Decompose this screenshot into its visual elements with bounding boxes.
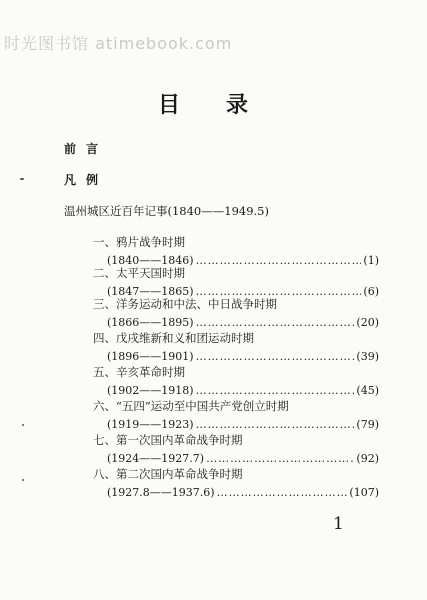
page-ref: (92): [356, 452, 379, 465]
page-title: 目录: [158, 92, 295, 118]
page-number: 1: [333, 514, 344, 534]
page-ref: (20): [356, 316, 379, 329]
dot-leader: [196, 254, 362, 267]
scan-speck: [20, 178, 24, 180]
watermark: 时光图书馆 atimebook.com: [4, 34, 233, 53]
dot-leader: [196, 350, 355, 363]
date-range: (1924——1927.7): [107, 452, 205, 465]
toc-entry-line: [107, 350, 379, 363]
dot-leader: [206, 452, 354, 465]
page-ref: (79): [356, 418, 379, 431]
toc-entry-line: [107, 486, 379, 499]
date-range: (1919——1923): [107, 418, 194, 431]
front-matter-preface: 前言: [64, 142, 109, 156]
page-ref: (45): [356, 384, 379, 397]
date-range: (1927.8——1937.6): [107, 486, 215, 499]
scan-speck: [22, 479, 24, 481]
toc-entry-title: 六、“五四”运动至中国共产党创立时期: [93, 399, 289, 413]
date-range: (1840——1846): [107, 254, 194, 267]
date-range: (1866——1895): [107, 316, 194, 329]
dot-leader: [217, 486, 348, 499]
front-matter-notes: 凡例: [64, 173, 109, 187]
date-range: (1902——1918): [107, 384, 194, 397]
toc-entry-line: [107, 316, 379, 329]
date-range: (1847——1865): [107, 285, 194, 298]
toc-entry-title: 五、辛亥革命时期: [93, 365, 185, 379]
dot-leader: [196, 384, 355, 397]
toc-entry-title: 一、鸦片战争时期: [93, 235, 185, 249]
page-ref: (107): [349, 486, 379, 499]
toc-entry-title: 四、戊戌维新和义和团运动时期: [93, 331, 254, 345]
toc-entry-line: [107, 384, 379, 397]
page-ref: (39): [356, 350, 379, 363]
page-ref: (6): [363, 285, 379, 298]
section-heading: 温州城区近百年记事(1840——1949.5): [64, 204, 269, 218]
scan-speck: [22, 424, 24, 426]
toc-entry-line: [107, 418, 379, 431]
dot-leader: [196, 418, 355, 431]
date-range: (1896——1901): [107, 350, 194, 363]
page-ref: (1): [363, 254, 379, 267]
toc-entry-title: 八、第二次国内革命战争时期: [93, 467, 243, 481]
toc-entry-line: [107, 452, 379, 465]
toc-entry-title: 七、第一次国内革命战争时期: [93, 433, 243, 447]
toc-entry-title: 三、洋务运动和中法、中日战争时期: [93, 297, 277, 311]
toc-entry-title: 二、太平天国时期: [93, 266, 185, 280]
dot-leader: [196, 316, 355, 329]
